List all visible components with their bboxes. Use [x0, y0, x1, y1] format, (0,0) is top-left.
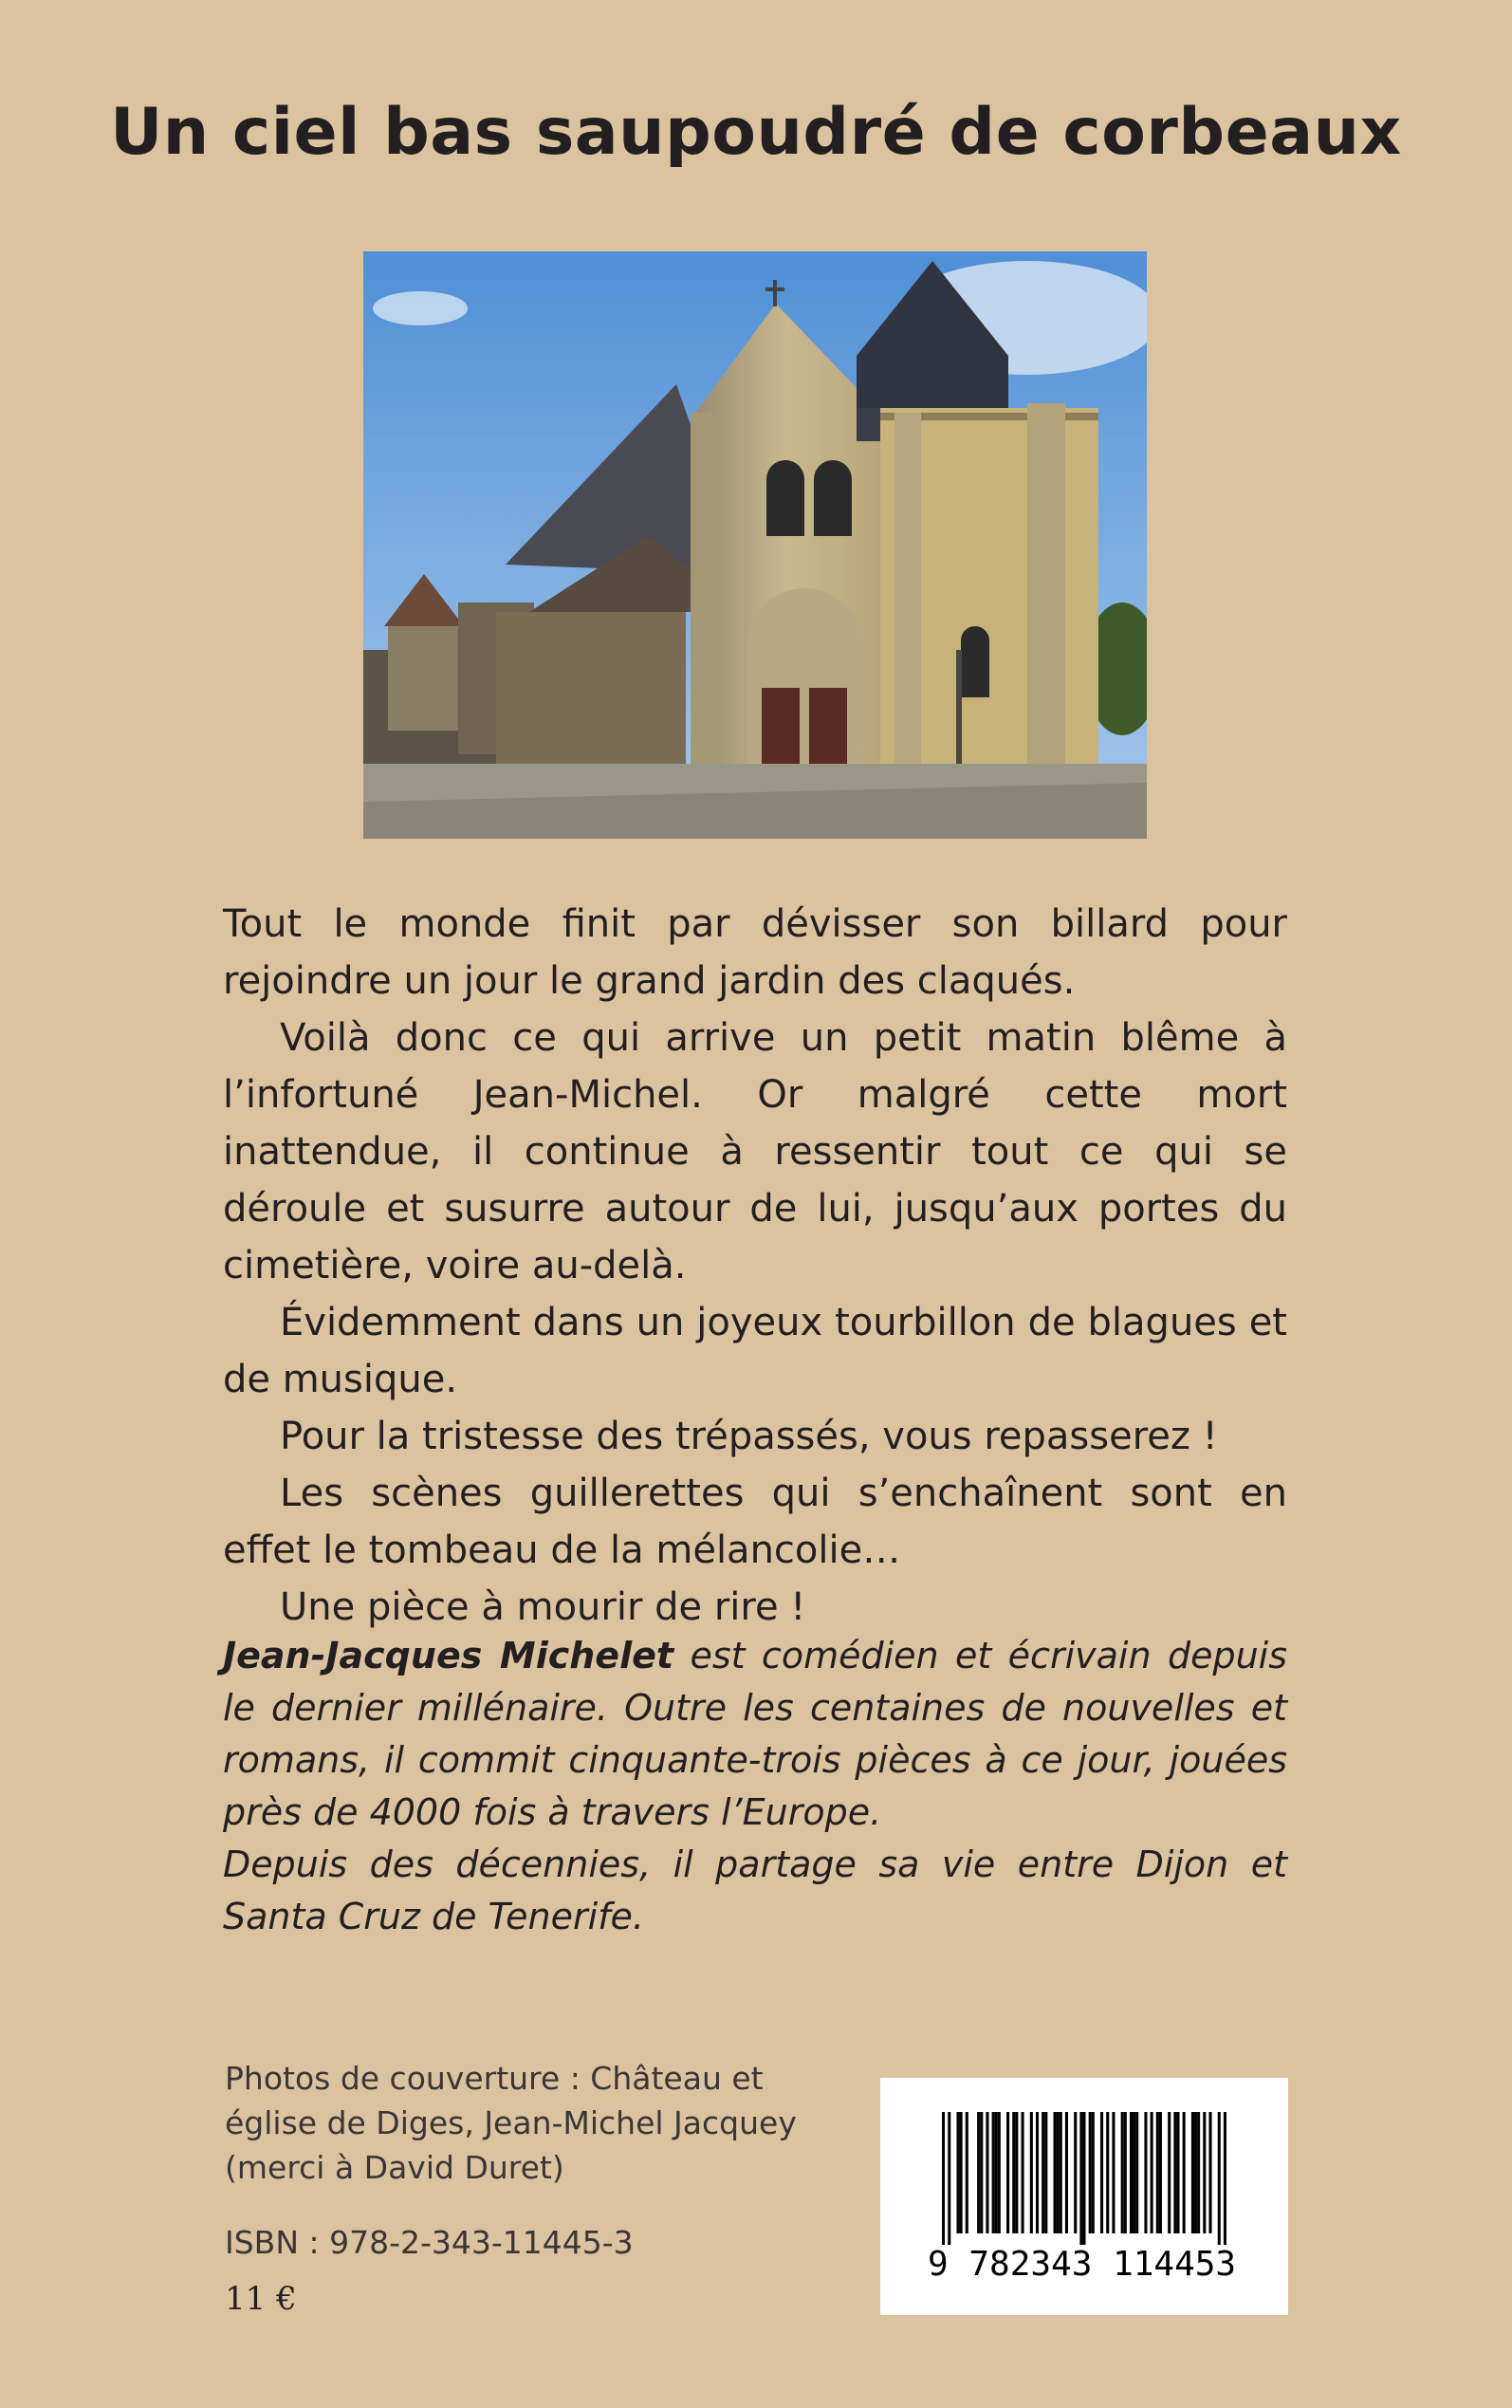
barcode-bar — [1197, 2112, 1200, 2233]
barcode-digits: 9 782343 114453 — [928, 2245, 1237, 2284]
barcode-bar — [1042, 2112, 1044, 2233]
bio-paragraph: Depuis des décennies, il partage sa vie entre Dijon et Santa Cruz de Tenerife. — [223, 1843, 1287, 1937]
barcode-bar — [1057, 2112, 1060, 2233]
back-cover-blurb — [223, 896, 1287, 1636]
barcode-bar — [986, 2112, 988, 2233]
barcode-bar — [1089, 2112, 1092, 2233]
barcode-bar — [998, 2112, 1001, 2233]
barcode-bar — [995, 2112, 998, 2233]
barcode-bar — [1176, 2112, 1179, 2233]
author-bio — [223, 1630, 1287, 1943]
barcode-bar — [1191, 2112, 1194, 2233]
barcode-bar — [1022, 2112, 1024, 2233]
barcode-bar — [992, 2112, 995, 2233]
barcode-bar — [980, 2112, 983, 2233]
barcode-bar — [960, 2112, 963, 2233]
barcode-bar — [1183, 2112, 1186, 2233]
barcode-bar — [1135, 2112, 1138, 2233]
blurb-paragraph: Une pièce à mourir de rire ! — [280, 1585, 806, 1629]
author-name: Jean-Jacques Michelet — [223, 1635, 674, 1676]
barcode-bar — [1218, 2112, 1221, 2245]
blurb-paragraph: Pour la tristesse des trépassés, vous repasserez ! — [280, 1415, 1218, 1458]
barcode-bar — [1203, 2112, 1206, 2233]
isbn: ISBN : 978-2-343-11445-3 — [225, 2224, 634, 2261]
barcode-bar — [1060, 2112, 1062, 2233]
blurb-paragraph: Évidemment dans un joyeux tourbillon de blagues et de musique. — [223, 1301, 1287, 1401]
barcode-bar — [1015, 2112, 1018, 2233]
barcode-bar — [1130, 2112, 1133, 2233]
blurb-paragraph: Les scènes guillerettes qui s’enchaînent sont en effet le tombeau de la mélancolie… — [223, 1472, 1287, 1572]
church-facade-icon — [363, 251, 1147, 839]
barcode-bar — [1208, 2112, 1211, 2233]
barcode-bar — [1124, 2112, 1127, 2233]
barcode-bar — [1030, 2112, 1033, 2233]
barcode-bars — [942, 2112, 1226, 2245]
barcode-bar — [1079, 2112, 1082, 2245]
barcode-bar — [1133, 2112, 1135, 2233]
barcode — [880, 2078, 1288, 2315]
barcode-bar — [956, 2112, 959, 2233]
price: 11 € — [225, 2280, 297, 2318]
barcode-bar — [966, 2112, 968, 2233]
barcode-bar — [1036, 2112, 1039, 2233]
barcode-bar — [948, 2112, 950, 2245]
barcode-bar — [1173, 2112, 1176, 2233]
blurb-paragraph: Tout le monde finit par dévisser son billard pour rejoindre un jour le grand jardin des claqués. — [223, 902, 1287, 1003]
barcode-bar — [942, 2112, 945, 2245]
barcode-bar — [1144, 2112, 1147, 2233]
barcode-bar — [1044, 2112, 1047, 2233]
barcode-bar — [1100, 2112, 1103, 2233]
barcode-bar — [1054, 2112, 1057, 2233]
barcode-bar — [1106, 2112, 1109, 2233]
bio-paragraph — [223, 1630, 1287, 1839]
barcode-bar — [1006, 2112, 1009, 2233]
barcode-bar — [1112, 2112, 1115, 2233]
bio-text: est comédien et écrivain depuis le dernier millénaire. Outre les centaines de nouvelles et romans, il commit cinquante-trois pièces à ce jour, jouées près de 4000 fois à travers l’Europe. — [223, 1635, 1288, 1833]
barcode-bar — [1065, 2112, 1068, 2233]
barcode-bar — [977, 2112, 980, 2233]
blurb-paragraph: Voilà donc ce qui arrive un petit matin blême à l’infortuné Jean-Michel. Or malgré cette mort inattendue, il continue à ressentir tout ce qui se déroule et susurre autour de lui, jusqu’aux portes du cimetière, voire au-delà. — [223, 1016, 1287, 1287]
cover-photo — [363, 251, 1147, 839]
barcode-bar — [1012, 2112, 1015, 2233]
barcode-bar — [1082, 2112, 1085, 2245]
barcode-bar — [1168, 2112, 1171, 2233]
photo-credits: Photos de couverture : Château et église de Diges, Jean-Michel Jacquey (merci à David Duret) — [225, 2060, 797, 2186]
barcode-bar — [1074, 2112, 1077, 2233]
barcode-bar — [1151, 2112, 1153, 2233]
barcode-bar — [1159, 2112, 1162, 2233]
barcode-bar — [1156, 2112, 1159, 2233]
book-title: Un ciel bas saupoudré de corbeaux — [110, 95, 1402, 170]
barcode-bar — [1224, 2112, 1226, 2245]
barcode-bar — [1092, 2112, 1095, 2233]
barcode-bar — [1121, 2112, 1124, 2233]
barcode-bar — [1194, 2112, 1197, 2233]
